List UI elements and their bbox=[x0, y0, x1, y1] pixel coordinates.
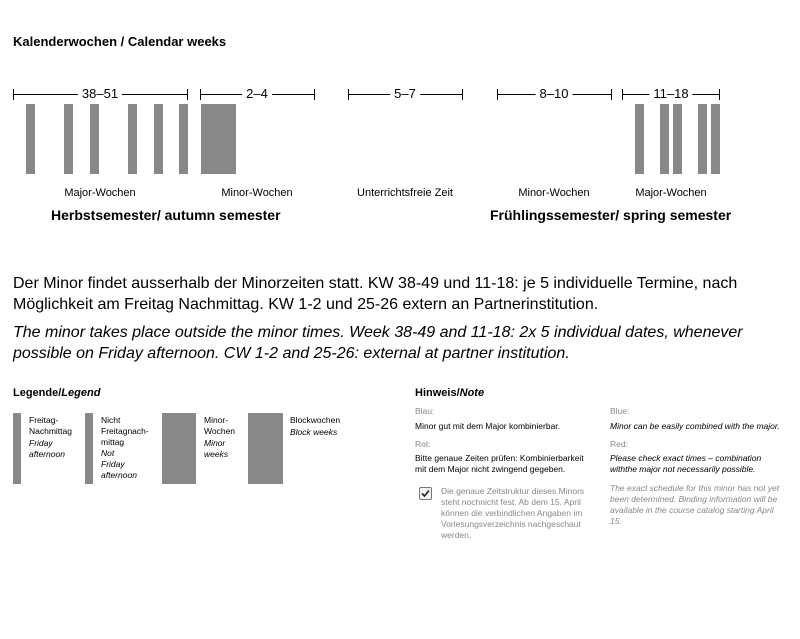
range-tick-right bbox=[314, 89, 315, 100]
legend-swatch-friday bbox=[13, 413, 21, 484]
week-bar bbox=[26, 104, 35, 174]
phase-label: Major-Wochen bbox=[635, 187, 707, 199]
week-bar bbox=[179, 104, 188, 174]
legend-title bbox=[13, 387, 100, 399]
legend-item-de: Blockwochen bbox=[290, 415, 341, 425]
legend-item-de: Minor- Wochen bbox=[204, 415, 236, 436]
week-bar bbox=[64, 104, 73, 174]
legend-title-de: Legende/ bbox=[13, 387, 62, 399]
week-bar bbox=[698, 104, 707, 174]
description-en: The minor takes place outside the minor times. Week 38-49 and 11-18: 2x 5 individual dates, whenever possible on Friday afternoon. CW 1-2 and 25-26: external at partner institution. bbox=[13, 324, 743, 362]
note-blue-text-en: Minor can be easily combined with the major. bbox=[610, 421, 780, 431]
phase-label: Minor-Wochen bbox=[518, 187, 590, 199]
range-label: 11–18 bbox=[649, 86, 692, 101]
note-check-text-de: Die genaue Zeitstruktur dieses Minors steht nochnicht fest. Ab dem 15. April können die verbindlichen Angaben im Vorlesungsverzeichnis nachgeschaut werden. bbox=[441, 486, 585, 540]
range-label: 8–10 bbox=[536, 86, 573, 101]
range-tick-left bbox=[348, 89, 349, 100]
note-red-label-de: Rot: bbox=[415, 439, 431, 449]
legend-swatch-not-friday bbox=[85, 413, 93, 484]
range-tick-left bbox=[622, 89, 623, 100]
legend-item-en: Friday afternoon bbox=[29, 438, 65, 459]
legend-swatch-block bbox=[248, 413, 283, 484]
minor-block bbox=[201, 104, 236, 174]
phase-label: Minor-Wochen bbox=[221, 187, 293, 199]
note-red-label-en: Red: bbox=[610, 439, 628, 449]
legend-item-de: Nicht Freitagnach- mittag bbox=[101, 415, 149, 447]
week-bar bbox=[660, 104, 669, 174]
checkmark-icon bbox=[420, 488, 431, 499]
range-tick-right bbox=[611, 89, 612, 100]
phase-label: Unterrichtsfreie Zeit bbox=[357, 187, 453, 199]
range-tick-right bbox=[462, 89, 463, 100]
note-title-de: Hinweis/ bbox=[415, 387, 460, 399]
week-bar bbox=[154, 104, 163, 174]
note-title-en: Note bbox=[459, 387, 485, 399]
legend-item-de: Freitag- Nachmittag bbox=[29, 415, 72, 436]
note-blue-label-en: Blue: bbox=[610, 406, 630, 416]
semester-label-autumn: Herbstsemester/ autumn semester bbox=[51, 207, 281, 223]
note-red-text-de: Bitte genaue Zeiten prüfen: Kombinierbarkeit mit dem Major nicht zwingend gegeben. bbox=[415, 453, 584, 474]
note-red-text-en: Please check exact times – combination withthe major not necessarily possible. bbox=[610, 453, 762, 474]
range-label: 2–4 bbox=[242, 86, 272, 101]
week-bar bbox=[90, 104, 99, 174]
legend-title-en: Legend bbox=[61, 387, 101, 399]
phase-label: Major-Wochen bbox=[64, 187, 136, 199]
week-bar bbox=[673, 104, 682, 174]
range-tick-right bbox=[187, 89, 188, 100]
week-bar bbox=[711, 104, 720, 174]
range-label: 38–51 bbox=[78, 86, 122, 101]
page-title: Kalenderwochen / Calendar weeks bbox=[13, 34, 227, 49]
schedule-pending-checkbox[interactable] bbox=[419, 487, 432, 500]
legend-item-en: Not Friday afternoon bbox=[101, 448, 137, 480]
range-label: 5–7 bbox=[390, 86, 420, 101]
range-tick-left bbox=[200, 89, 201, 100]
range-tick-left bbox=[13, 89, 14, 100]
semester-label-spring: Frühlingssemester/ spring semester bbox=[490, 207, 732, 223]
note-blue-label-de: Blau: bbox=[415, 406, 435, 416]
description-de: Der Minor findet ausserhalb der Minorzeiten statt. KW 38-49 und 11-18: je 5 individuelle Termine, nach Möglichkeit am Freitag Nachmittag. KW 1-2 und 25-26 extern an Partnerinstitution. bbox=[13, 275, 738, 313]
note-blue-text-de: Minor gut mit dem Major kombinierbar. bbox=[415, 421, 561, 431]
legend-swatch-minor bbox=[162, 413, 196, 484]
note-check-text-en: The exact schedule for this minor has not yet been determined. Binding information will be available in the course catalog starting April 15. bbox=[610, 483, 780, 526]
week-bar bbox=[635, 104, 644, 174]
note-title bbox=[415, 387, 484, 399]
range-tick-left bbox=[497, 89, 498, 100]
legend-item-en: Block weeks bbox=[290, 427, 338, 437]
range-tick-right bbox=[719, 89, 720, 100]
week-bar bbox=[128, 104, 137, 174]
legend-item-en: Minor weeks bbox=[204, 438, 229, 459]
timeline bbox=[0, 0, 800, 230]
